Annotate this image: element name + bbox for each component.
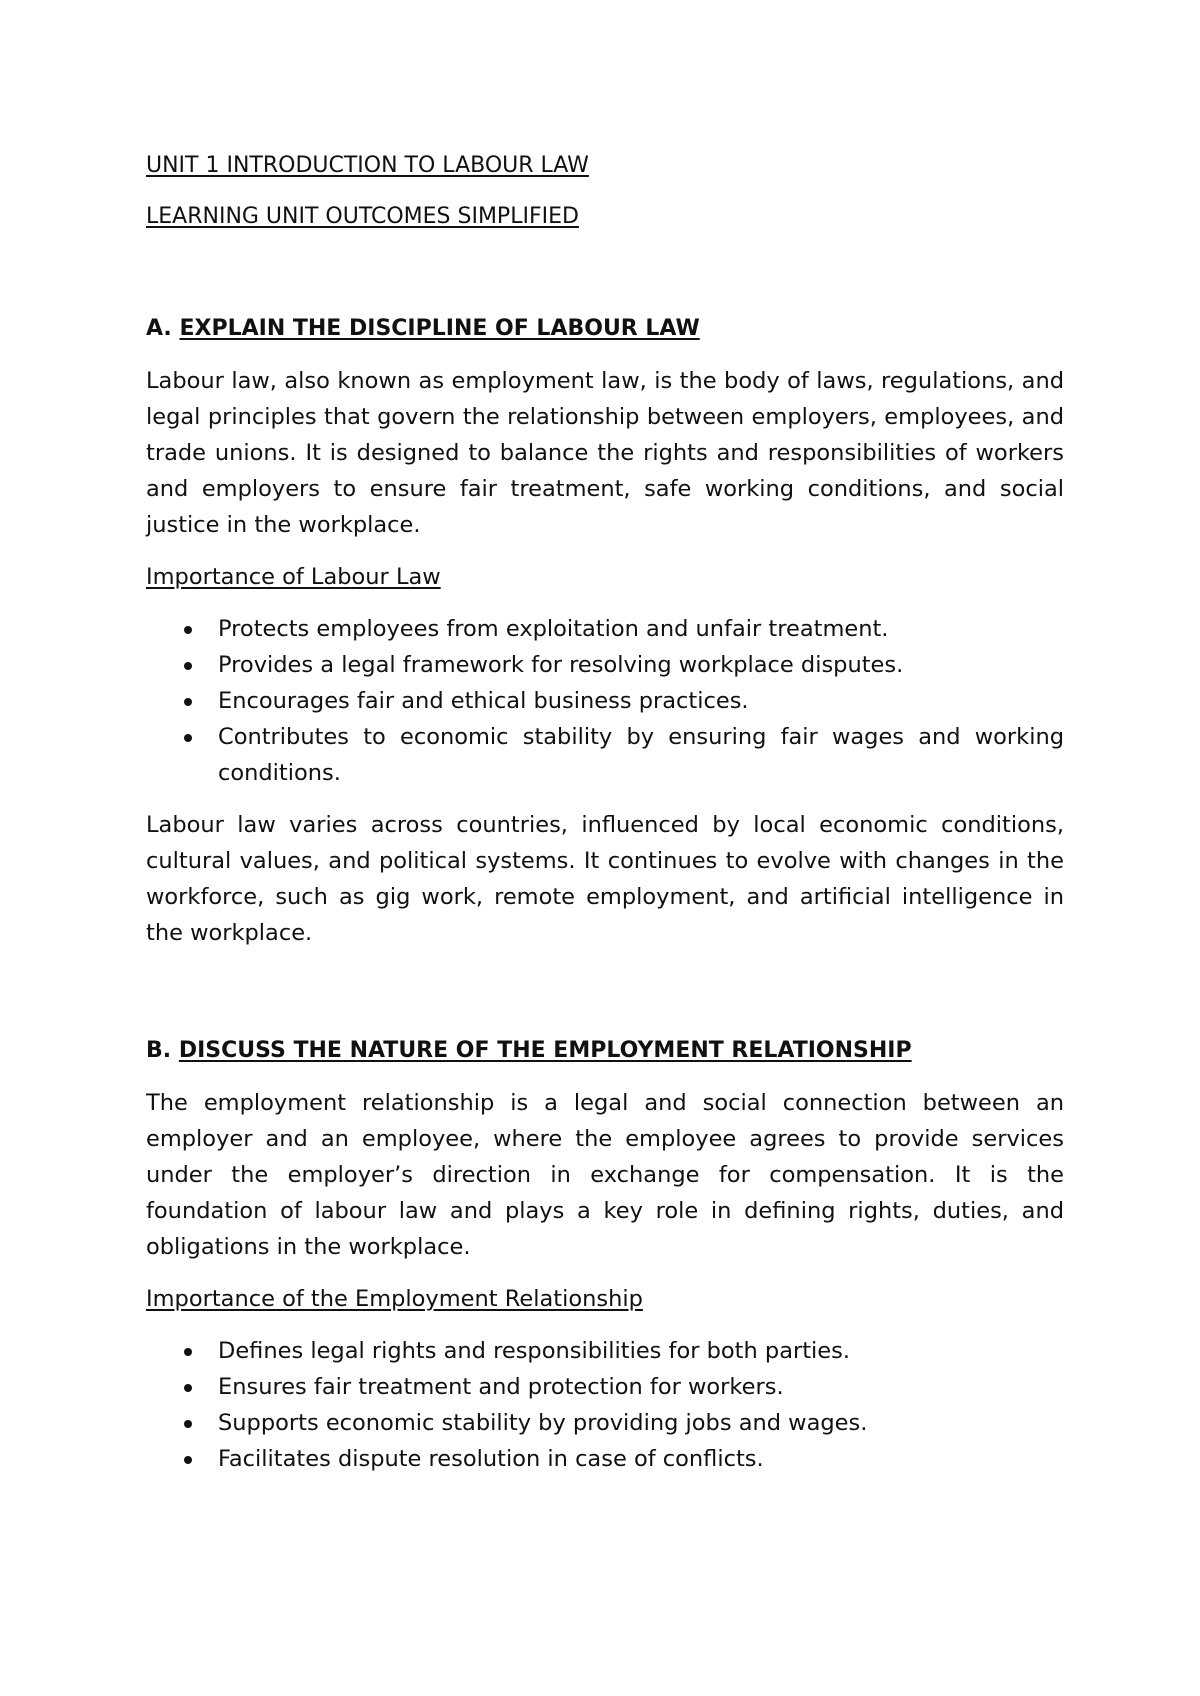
section-b-intro: The employment relationship is a legal and social connection between an employer and an employee, where the employee agrees to provide services under the employer’s direction in exchange for compensation. It is the foundation of labour law and plays a key role in defining rights, duties, and obligations in the workplace. (146, 1090, 1064, 1260)
section-a-letter: A. (146, 316, 172, 341)
bullet-icon (184, 626, 192, 634)
list-item-text: Contributes to economic stability by ensuring fair wages and working conditions. (218, 724, 1064, 786)
list-item-text: Protects employees from exploitation and unfair treatment. (218, 616, 889, 642)
list-item (146, 1441, 1064, 1477)
list-item-text: Defines legal rights and responsibilities for both parties. (218, 1338, 851, 1364)
list-item (146, 1333, 1064, 1369)
section-a-bullet-list (146, 611, 1064, 791)
section-b-letter: B. (146, 1038, 172, 1063)
list-item-text: Supports economic stability by providing jobs and wages. (218, 1410, 868, 1436)
bullet-icon (184, 1384, 192, 1392)
list-item (146, 719, 1064, 791)
section-b-heading (146, 1033, 1064, 1069)
section-b-bullet-list (146, 1333, 1064, 1477)
section-a-heading-text: EXPLAIN THE DISCIPLINE OF LABOUR LAW (179, 316, 700, 341)
section-b-heading-text: DISCUSS THE NATURE OF THE EMPLOYMENT RELATIONSHIP (178, 1038, 912, 1063)
list-item (146, 1369, 1064, 1405)
list-item-text: Provides a legal framework for resolving workplace disputes. (218, 652, 904, 678)
bullet-icon (184, 734, 192, 742)
list-item (146, 611, 1064, 647)
list-item (146, 683, 1064, 719)
list-item (146, 1405, 1064, 1441)
list-item-text: Facilitates dispute resolution in case of conflicts. (218, 1446, 764, 1472)
section-a-subheading: Importance of Labour Law (146, 564, 441, 590)
bullet-icon (184, 698, 192, 706)
document-title: UNIT 1 INTRODUCTION TO LABOUR LAW (146, 153, 589, 178)
bullet-icon (184, 662, 192, 670)
section-b-subheading: Importance of the Employment Relationship (146, 1286, 643, 1312)
section-a-heading (146, 311, 1064, 347)
list-item-text: Encourages fair and ethical business practices. (218, 688, 749, 714)
list-item-text: Ensures fair treatment and protection for workers. (218, 1374, 784, 1400)
section-a-closing: Labour law varies across countries, influenced by local economic conditions, cultural values, and political systems. It continues to evolve with changes in the workforce, such as gig work, remote employment, and artificial intelligence in the workplace. (146, 812, 1064, 946)
list-item (146, 647, 1064, 683)
section-a-intro: Labour law, also known as employment law, is the body of laws, regulations, and legal principles that govern the relationship between employers, employees, and trade unions. It is designed to balance the rights and responsibilities of workers and employers to ensure fair treatment, safe working conditions, and social justice in the workplace. (146, 368, 1064, 538)
bullet-icon (184, 1456, 192, 1464)
document-subtitle: LEARNING UNIT OUTCOMES SIMPLIFIED (146, 204, 579, 229)
bullet-icon (184, 1420, 192, 1428)
bullet-icon (184, 1348, 192, 1356)
